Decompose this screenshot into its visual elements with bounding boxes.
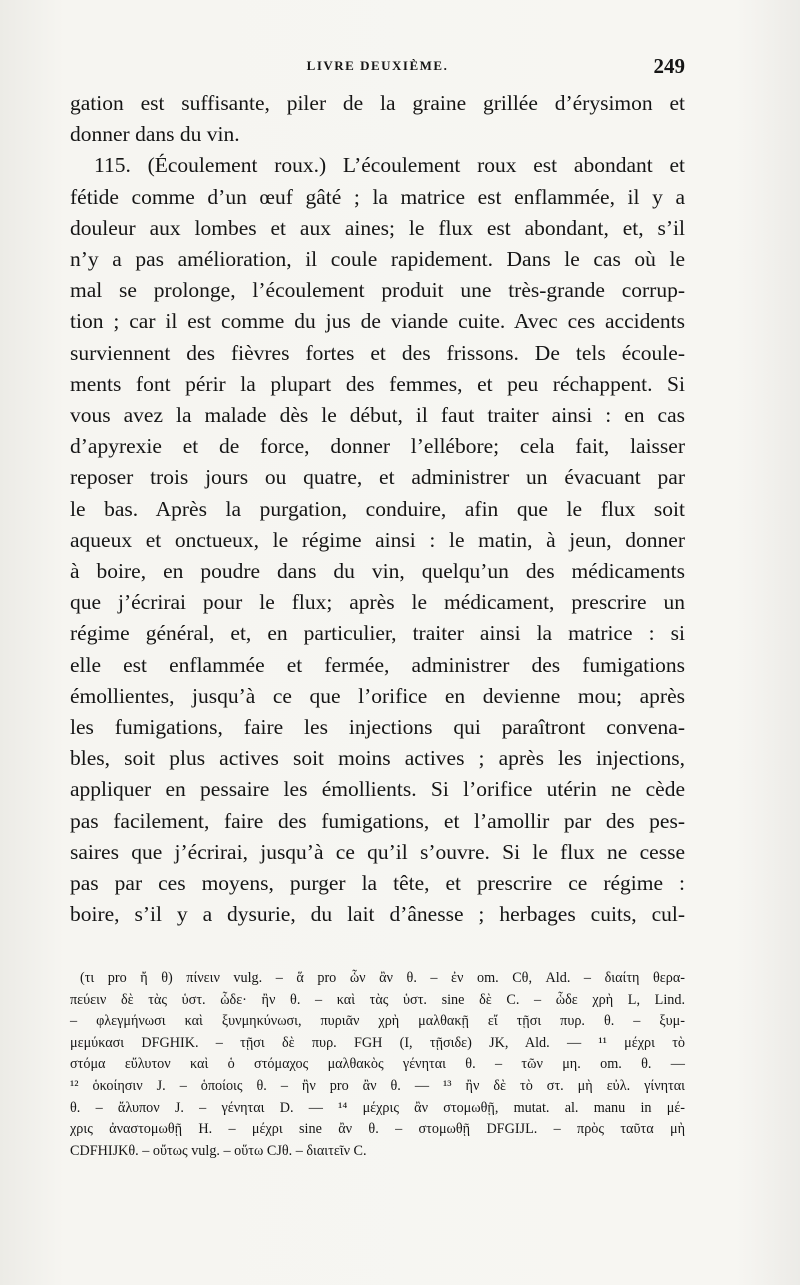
text-line: donner dans du vin. xyxy=(70,122,240,147)
text-line: boire, s’il y a dysurie, du lait d’ânesse ; herbages cuits, cul- xyxy=(70,902,685,927)
running-head: LIVRE DEUXIÈME. xyxy=(306,58,449,73)
main-text xyxy=(70,88,685,930)
page-header xyxy=(70,54,685,84)
text-line: les fumigations, faire les injections qui paraîtront convena- xyxy=(70,715,685,740)
text-line: surviennent des fièvres fortes et des frissons. De tels écoule- xyxy=(70,340,685,365)
text-line: reposer trois jours ou quatre, et administrer un évacuant par xyxy=(70,465,685,490)
text-line: mal se prolonge, l’écoulement produit une très-grande corrup- xyxy=(70,278,685,303)
text-line: gation est suffisante, piler de la graine grillée d’érysimon et xyxy=(70,91,685,115)
text-line: que j’écrirai pour le flux; après le médicament, prescrire un xyxy=(70,590,685,615)
text-line: n’y a pas amélioration, il coule rapidement. Dans le cas où le xyxy=(70,247,685,272)
text-line: pas par ces moyens, purger la tête, et prescrire ce régime : xyxy=(70,871,685,896)
text-line: le bas. Après la purgation, conduire, afin que le flux soit xyxy=(70,496,685,521)
text-line: tion ; car il est comme du jus de viande cuite. Avec ces accidents xyxy=(70,309,685,334)
footnote-line: στόμα εὔλυτον καὶ ὁ στόμαχος μαλθακὸς γένηται θ. – τῶν μη. om. θ. — xyxy=(70,1056,685,1073)
text-line: fétide comme d’un œuf gâté ; la matrice est enflammée, il y a xyxy=(70,184,685,209)
text-line: à boire, en poudre dans du vin, quelqu’un des médicaments xyxy=(70,559,685,584)
text-line: aqueux et onctueux, le régime ainsi : le matin, à jeun, donner xyxy=(70,527,685,552)
footnote-line: CDFHIJKθ. – οὔτως vulg. – οὕτω CJθ. – διαιτεῖν C. xyxy=(70,1142,367,1159)
page-number: 249 xyxy=(653,54,685,78)
text-line: 115. (Écoulement roux.) L’écoulement roux est abondant et xyxy=(94,153,685,178)
footnote-line: μεμύκασι DFGHIK. – τῇσι δὲ πυρ. FGH (I, τῇσιδε) JK, Ald. — ¹¹ μέχρι τὸ xyxy=(70,1034,685,1051)
text-line: ments font périr la plupart des femmes, et peu réchappent. Si xyxy=(70,371,685,396)
text-line: pas facilement, faire des fumigations, et l’amollir par des pes- xyxy=(70,808,685,833)
footnote-line: θ. – ἄλυπον J. – γένηται D. — ¹⁴ μέχρις ἂν στομωθῇ, mutat. al. manu in μέ- xyxy=(70,1099,685,1116)
text-line: émollientes, jusqu’à ce que l’orifice en devienne mou; après xyxy=(70,683,685,708)
text-line: vous avez la malade dès le début, il faut traiter ainsi : en cas xyxy=(70,403,685,428)
footnote-line: ¹² ὁκοίησιν J. – ὁποίοις θ. – ἢν pro ἂν θ. — ¹³ ἢν δὲ τὸ στ. μὴ εὐλ. γίνηται xyxy=(70,1077,685,1094)
text-line: régime général, et, en particulier, traiter ainsi la matrice : si xyxy=(70,621,685,646)
text-line: appliquer en pessaire les émollients. Si l’orifice utérin ne cède xyxy=(70,777,685,802)
text-line: bles, soit plus actives soit moins actives ; après les injections, xyxy=(70,746,685,771)
footnotes xyxy=(70,968,685,1162)
text-line: douleur aux lombes et aux aines; le flux est abondant, et, s’il xyxy=(70,215,685,240)
footnote-line: (τι pro ἤ θ) πίνειν vulg. – ἅ pro ὧν ἂν θ. – ἐν om. Cθ, Ald. – διαίτη θερα- xyxy=(80,970,685,986)
text-line: elle est enflammée et fermée, administrer des fumigations xyxy=(70,652,685,677)
footnote-line: – φλεγμήνωσι καὶ ξυνμηκύνωσι, πυριᾶν χρὴ μαλθακῇ εἴ τῇσι πυρ. θ. – ξυμ- xyxy=(70,1013,685,1030)
text-line: d’apyrexie et de force, donner l’ellébore; cela fait, laisser xyxy=(70,434,685,459)
text-line: saires que j’écrirai, jusqu’à ce qu’il s’ouvre. Si le flux ne cesse xyxy=(70,839,685,864)
footnote-line: πεύειν δὲ τὰς ὑστ. ὧδε· ἢν θ. – καὶ τὰς ὑστ. sine δὲ C. – ὧδε χρὴ L, Lind. xyxy=(70,991,685,1008)
footnote-line: χρις ἀναστομωθῇ H. – μέχρι sine ἂν θ. – στομωθῇ DFGIJL. – πρὸς ταῦτα μὴ xyxy=(70,1121,685,1138)
